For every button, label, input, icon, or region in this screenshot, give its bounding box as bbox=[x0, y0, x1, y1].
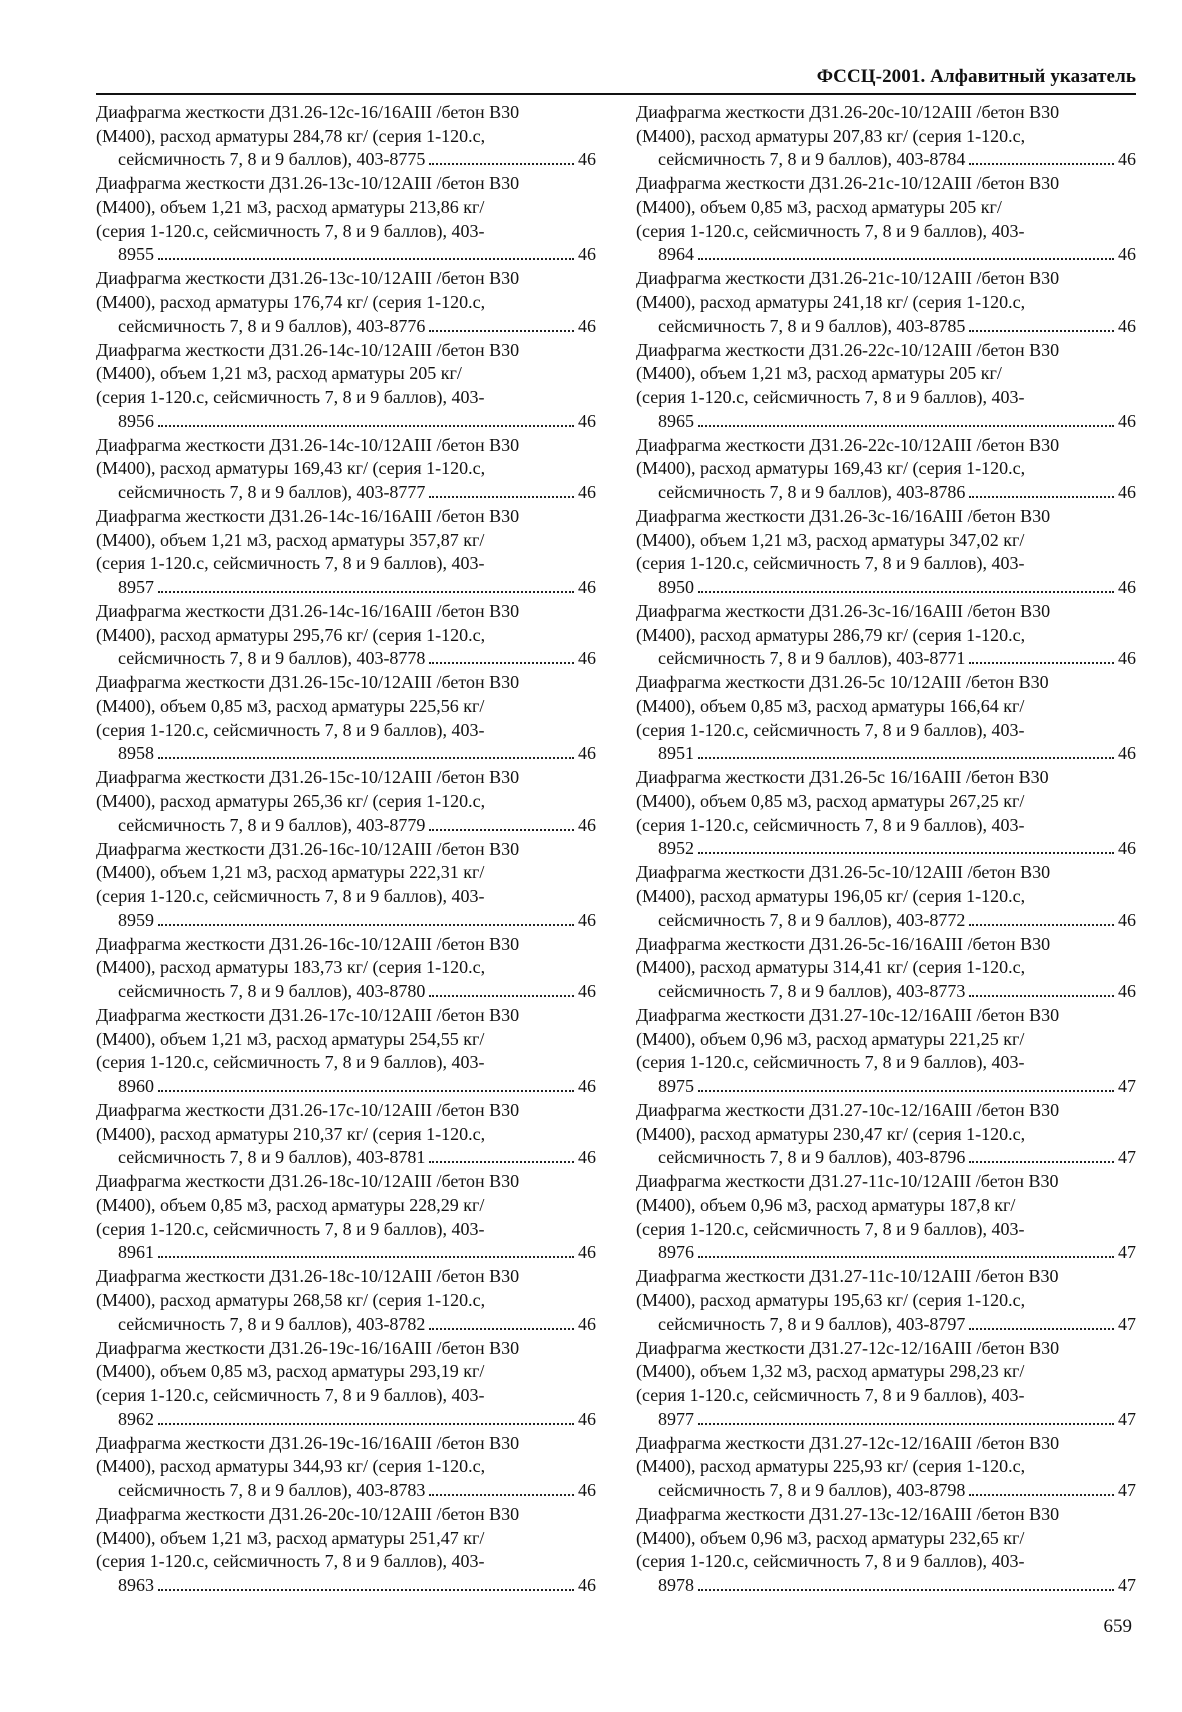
dot-leader bbox=[158, 1423, 574, 1425]
dot-leader bbox=[698, 1090, 1114, 1092]
index-entry bbox=[636, 1432, 1136, 1503]
index-entry-line: (М400), объем 0,96 м3, расход арматуры 232,65 кг/ bbox=[636, 1527, 1025, 1548]
index-entry-line: (М400), объем 0,85 м3, расход арматуры 267,25 кг/ bbox=[636, 790, 1025, 811]
index-entry bbox=[636, 1170, 1136, 1264]
index-entry-page: 46 bbox=[1118, 244, 1136, 265]
index-entry-last-line bbox=[118, 1313, 596, 1337]
index-entry bbox=[96, 101, 596, 172]
index-entry-line: (М400), расход арматуры 265,36 кг/ (серия 1-120.с, bbox=[96, 790, 486, 811]
index-entry bbox=[636, 101, 1136, 172]
index-entry-line: (М400), объем 0,96 м3, расход арматуры 221,25 кг/ bbox=[636, 1028, 1025, 1049]
index-entry-line: (М400), расход арматуры 207,83 кг/ (серия 1-120.с, bbox=[636, 125, 1026, 146]
index-entry bbox=[96, 172, 596, 266]
index-entry-tail: 8976 bbox=[658, 1242, 694, 1263]
index-entry-tail: 8964 bbox=[658, 244, 694, 265]
index-entry-page: 46 bbox=[578, 980, 596, 1001]
index-entry-page: 46 bbox=[1118, 648, 1136, 669]
index-entry-tail: сейсмичность 7, 8 и 9 баллов), 403-8780 bbox=[118, 980, 426, 1001]
index-entry-line: (М400), расход арматуры 241,18 кг/ (серия 1-120.с, bbox=[636, 291, 1026, 312]
index-entry-page: 46 bbox=[1118, 149, 1136, 170]
index-entry-tail: 8950 bbox=[658, 576, 694, 597]
index-entry-line: Диафрагма жесткости Д31.26-20с-10/12АIII /бетон В30 bbox=[96, 1504, 520, 1525]
index-entry-line: Диафрагма жесткости Д31.26-12с-16/16АIII /бетон В30 bbox=[96, 102, 520, 122]
index-entry-last-line bbox=[118, 148, 596, 172]
index-entry-tail: 8957 bbox=[118, 576, 154, 597]
index-entry-last-line bbox=[118, 1574, 596, 1598]
index-entry-line: (М400), расход арматуры 183,73 кг/ (серия 1-120.с, bbox=[96, 957, 486, 978]
index-entry-line: (М400), объем 1,21 м3, расход арматуры 251,47 кг/ bbox=[96, 1527, 485, 1548]
index-entry-line: (серия 1-120.с, сейсмичность 7, 8 и 9 баллов), 403- bbox=[96, 1218, 485, 1239]
index-entry-line: Диафрагма жесткости Д31.26-19с-16/16АIII /бетон В30 bbox=[96, 1337, 520, 1358]
dot-leader bbox=[429, 330, 574, 332]
index-entry-page: 47 bbox=[1118, 1574, 1136, 1595]
index-entry bbox=[636, 600, 1136, 671]
index-entry-last-line bbox=[118, 1479, 596, 1503]
index-entry bbox=[96, 766, 596, 837]
dot-leader bbox=[969, 1494, 1114, 1496]
index-entry-tail: 8959 bbox=[118, 909, 154, 930]
index-entry bbox=[96, 505, 596, 599]
dot-leader bbox=[698, 757, 1114, 759]
index-entry bbox=[96, 1503, 596, 1597]
index-entry-last-line bbox=[658, 148, 1136, 172]
index-entry-line: Диафрагма жесткости Д31.26-15с-10/12АIII /бетон В30 bbox=[96, 767, 520, 788]
index-entry-line: Диафрагма жесткости Д31.27-11с-10/12АIII /бетон В30 bbox=[636, 1171, 1059, 1192]
index-entry-line: Диафрагма жесткости Д31.27-13с-12/16АIII /бетон В30 bbox=[636, 1504, 1060, 1525]
index-entry-line: Диафрагма жесткости Д31.27-12с-12/16АIII /бетон В30 bbox=[636, 1432, 1060, 1453]
index-entry-line: (серия 1-120.с, сейсмичность 7, 8 и 9 баллов), 403- bbox=[636, 1551, 1025, 1572]
index-columns bbox=[96, 101, 1136, 1598]
index-entry-line: (М400), объем 1,21 м3, расход арматуры 222,31 кг/ bbox=[96, 862, 485, 883]
index-entry-line: (М400), расход арматуры 268,58 кг/ (серия 1-120.с, bbox=[96, 1290, 486, 1310]
index-entry-tail: сейсмичность 7, 8 и 9 баллов), 403-8782 bbox=[118, 1313, 426, 1334]
index-entry-line: Диафрагма жесткости Д31.26-17с-10/12АIII /бетон В30 bbox=[96, 1100, 520, 1121]
index-entry-line: Диафрагма жесткости Д31.26-19с-16/16АIII /бетон В30 bbox=[96, 1432, 520, 1453]
dot-leader bbox=[969, 995, 1114, 997]
index-entry-tail: 8961 bbox=[118, 1242, 154, 1263]
index-entry-last-line bbox=[658, 1146, 1136, 1170]
index-entry-line: Диафрагма жесткости Д31.26-3с-16/16АIII /бетон В30 bbox=[636, 601, 1051, 622]
index-entry-line: (М400), расход арматуры 169,43 кг/ (серия 1-120.с, bbox=[636, 458, 1026, 479]
index-entry bbox=[636, 505, 1136, 599]
index-entry-tail: 8977 bbox=[658, 1408, 694, 1429]
index-entry-line: Диафрагма жесткости Д31.26-15с-10/12АIII /бетон В30 bbox=[96, 672, 520, 693]
dot-leader bbox=[969, 924, 1114, 926]
index-entry-line: (серия 1-120.с, сейсмичность 7, 8 и 9 баллов), 403- bbox=[96, 1052, 485, 1073]
index-entry bbox=[96, 339, 596, 433]
index-entry bbox=[636, 1004, 1136, 1098]
index-entry-line: Диафрагма жесткости Д31.26-20с-10/12АIII /бетон В30 bbox=[636, 102, 1060, 122]
index-entry-line: Диафрагма жесткости Д31.26-22с-10/12АIII /бетон В30 bbox=[636, 434, 1060, 455]
index-entry-line: Диафрагма жесткости Д31.26-13с-10/12АIII /бетон В30 bbox=[96, 268, 520, 289]
index-entry-tail: 8952 bbox=[658, 838, 694, 859]
index-entry-line: (М400), расход арматуры 295,76 кг/ (серия 1-120.с, bbox=[96, 624, 486, 645]
dot-leader bbox=[158, 1256, 574, 1258]
index-entry-tail: 8962 bbox=[118, 1408, 154, 1429]
index-entry-line: Диафрагма жесткости Д31.27-10с-12/16АIII /бетон В30 bbox=[636, 1005, 1060, 1026]
index-entry-line: (М400), объем 0,96 м3, расход арматуры 187,8 кг/ bbox=[636, 1195, 1016, 1216]
dot-leader bbox=[698, 1589, 1114, 1591]
index-entry-tail: сейсмичность 7, 8 и 9 баллов), 403-8773 bbox=[658, 980, 966, 1001]
page-number: 659 bbox=[1103, 1616, 1132, 1637]
index-entry-last-line bbox=[658, 647, 1136, 671]
index-entry-page: 46 bbox=[578, 481, 596, 502]
index-entry-line: (серия 1-120.с, сейсмичность 7, 8 и 9 баллов), 403- bbox=[636, 386, 1025, 407]
index-entry-page: 47 bbox=[1118, 1408, 1136, 1429]
index-entry bbox=[636, 671, 1136, 765]
index-column-left bbox=[96, 101, 596, 1598]
index-entry-page: 46 bbox=[1118, 481, 1136, 502]
index-entry-line: (М400), объем 1,21 м3, расход арматуры 254,55 кг/ bbox=[96, 1028, 485, 1049]
index-entry-line: Диафрагма жесткости Д31.26-13с-10/12АIII /бетон В30 bbox=[96, 173, 520, 194]
running-header: ФССЦ-2001. Алфавитный указатель bbox=[816, 66, 1136, 87]
index-entry-line: (М400), расход арматуры 286,79 кг/ (серия 1-120.с, bbox=[636, 624, 1026, 645]
index-entry bbox=[636, 1265, 1136, 1336]
index-entry-line: (М400), расход арматуры 344,93 кг/ (серия 1-120.с, bbox=[96, 1456, 486, 1477]
index-entry-last-line bbox=[118, 647, 596, 671]
index-entry bbox=[96, 1099, 596, 1170]
index-entry bbox=[96, 267, 596, 338]
index-entry-tail: сейсмичность 7, 8 и 9 баллов), 403-8783 bbox=[118, 1479, 426, 1500]
index-entry-page: 47 bbox=[1118, 1075, 1136, 1096]
dot-leader bbox=[969, 662, 1114, 664]
index-entry-line: Диафрагма жесткости Д31.26-5с 10/12АIII /бетон В30 bbox=[636, 672, 1049, 693]
index-entry-page: 46 bbox=[578, 315, 596, 336]
index-entry-tail: сейсмичность 7, 8 и 9 баллов), 403-8781 bbox=[118, 1147, 426, 1168]
index-entry-line: (серия 1-120.с, сейсмичность 7, 8 и 9 баллов), 403- bbox=[636, 220, 1025, 241]
index-entry bbox=[636, 1337, 1136, 1431]
index-entry-line: Диафрагма жесткости Д31.26-3с-16/16АIII /бетон В30 bbox=[636, 506, 1051, 527]
index-entry-line: Диафрагма жесткости Д31.26-18с-10/12АIII /бетон В30 bbox=[96, 1266, 520, 1287]
index-entry-tail: 8958 bbox=[118, 743, 154, 764]
index-entry-line: Диафрагма жесткости Д31.26-14с-16/16АIII /бетон В30 bbox=[96, 601, 520, 622]
index-entry-page: 46 bbox=[578, 410, 596, 431]
index-entry-page: 46 bbox=[578, 1313, 596, 1334]
dot-leader bbox=[698, 591, 1114, 593]
index-entry-line: (М400), расход арматуры 314,41 кг/ (серия 1-120.с, bbox=[636, 957, 1026, 978]
index-entry-page: 46 bbox=[578, 1075, 596, 1096]
index-entry-page: 46 bbox=[578, 1147, 596, 1168]
index-entry-last-line bbox=[118, 315, 596, 339]
index-entry-tail: сейсмичность 7, 8 и 9 баллов), 403-8772 bbox=[658, 909, 966, 930]
index-entry-tail: сейсмичность 7, 8 и 9 баллов), 403-8778 bbox=[118, 648, 426, 669]
index-entry-last-line bbox=[118, 576, 596, 600]
dot-leader bbox=[698, 1256, 1114, 1258]
index-entry-line: (М400), объем 0,85 м3, расход арматуры 205 кг/ bbox=[636, 196, 1002, 217]
index-entry-tail: 8965 bbox=[658, 410, 694, 431]
index-entry-last-line bbox=[658, 481, 1136, 505]
index-entry-last-line bbox=[118, 243, 596, 267]
dot-leader bbox=[429, 1161, 574, 1163]
index-entry-tail: сейсмичность 7, 8 и 9 баллов), 403-8786 bbox=[658, 481, 966, 502]
index-entry-line: Диафрагма жесткости Д31.26-16с-10/12АIII /бетон В30 bbox=[96, 933, 520, 954]
dot-leader bbox=[698, 852, 1114, 854]
index-entry-line: (серия 1-120.с, сейсмичность 7, 8 и 9 баллов), 403- bbox=[96, 386, 485, 407]
dot-leader bbox=[158, 924, 574, 926]
index-entry-line: (серия 1-120.с, сейсмичность 7, 8 и 9 баллов), 403- bbox=[636, 553, 1025, 574]
index-entry-line: (М400), объем 0,85 м3, расход арматуры 228,29 кг/ bbox=[96, 1195, 485, 1216]
index-entry bbox=[636, 1503, 1136, 1597]
index-entry-tail: 8955 bbox=[118, 244, 154, 265]
index-entry-last-line bbox=[658, 909, 1136, 933]
index-entry bbox=[96, 838, 596, 932]
index-entry-line: (серия 1-120.с, сейсмичность 7, 8 и 9 баллов), 403- bbox=[96, 553, 485, 574]
index-entry-line: (М400), объем 0,85 м3, расход арматуры 166,64 кг/ bbox=[636, 696, 1025, 716]
index-entry-line: Диафрагма жесткости Д31.26-21с-10/12АIII /бетон В30 bbox=[636, 173, 1060, 194]
index-entry-tail: сейсмичность 7, 8 и 9 баллов), 403-8785 bbox=[658, 315, 966, 336]
index-entry-line: (М400), объем 0,85 м3, расход арматуры 225,56 кг/ bbox=[96, 696, 485, 716]
index-entry-last-line bbox=[658, 243, 1136, 267]
index-entry-page: 46 bbox=[578, 648, 596, 669]
index-entry bbox=[636, 861, 1136, 932]
index-entry-last-line bbox=[658, 980, 1136, 1004]
index-entry-tail: сейсмичность 7, 8 и 9 баллов), 403-8779 bbox=[118, 814, 426, 835]
index-entry-line: (серия 1-120.с, сейсмичность 7, 8 и 9 баллов), 403- bbox=[96, 885, 485, 906]
index-entry-tail: сейсмичность 7, 8 и 9 баллов), 403-8775 bbox=[118, 149, 426, 170]
index-entry-last-line bbox=[118, 1408, 596, 1432]
index-entry-line: (серия 1-120.с, сейсмичность 7, 8 и 9 баллов), 403- bbox=[636, 1052, 1025, 1073]
index-entry-line: Диафрагма жесткости Д31.27-11с-10/12АIII /бетон В30 bbox=[636, 1266, 1059, 1287]
index-entry-tail: сейсмичность 7, 8 и 9 баллов), 403-8798 bbox=[658, 1479, 966, 1500]
index-entry bbox=[636, 766, 1136, 860]
index-entry-page: 47 bbox=[1118, 1242, 1136, 1263]
index-entry-page: 46 bbox=[1118, 410, 1136, 431]
index-entry-line: Диафрагма жесткости Д31.26-14с-10/12АIII /бетон В30 bbox=[96, 339, 520, 360]
dot-leader bbox=[698, 1423, 1114, 1425]
dot-leader bbox=[969, 163, 1114, 165]
index-entry-last-line bbox=[658, 576, 1136, 600]
index-entry-last-line bbox=[658, 1313, 1136, 1337]
index-entry-page: 47 bbox=[1118, 1313, 1136, 1334]
index-entry-tail: сейсмичность 7, 8 и 9 баллов), 403-8777 bbox=[118, 481, 426, 502]
index-entry-line: (М400), объем 1,21 м3, расход арматуры 213,86 кг/ bbox=[96, 196, 485, 217]
index-entry bbox=[96, 671, 596, 765]
index-entry bbox=[636, 339, 1136, 433]
index-entry-tail: 8951 bbox=[658, 743, 694, 764]
index-entry-page: 46 bbox=[578, 909, 596, 930]
index-entry-line: Диафрагма жесткости Д31.26-5с 16/16АIII /бетон В30 bbox=[636, 767, 1049, 788]
index-entry-page: 46 bbox=[578, 149, 596, 170]
index-entry-line: Диафрагма жесткости Д31.26-16с-10/12АIII /бетон В30 bbox=[96, 838, 520, 859]
index-entry-line: Диафрагма жесткости Д31.26-5с-16/16АIII /бетон В30 bbox=[636, 933, 1051, 954]
index-entry bbox=[96, 1170, 596, 1264]
index-entry-line: (М400), объем 1,32 м3, расход арматуры 298,23 кг/ bbox=[636, 1361, 1025, 1382]
index-entry-tail: сейсмичность 7, 8 и 9 баллов), 403-8776 bbox=[118, 315, 426, 336]
index-entry-line: (М400), объем 1,21 м3, расход арматуры 357,87 кг/ bbox=[96, 529, 485, 550]
index-entry-tail: 8975 bbox=[658, 1075, 694, 1096]
dot-leader bbox=[429, 163, 574, 165]
index-entry-last-line bbox=[658, 410, 1136, 434]
dot-leader bbox=[698, 425, 1114, 427]
index-entry-line: (серия 1-120.с, сейсмичность 7, 8 и 9 баллов), 403- bbox=[96, 1551, 485, 1572]
index-entry-page: 46 bbox=[1118, 576, 1136, 597]
index-entry-page: 46 bbox=[578, 1574, 596, 1595]
index-entry-line: Диафрагма жесткости Д31.26-14с-10/12АIII /бетон В30 bbox=[96, 434, 520, 455]
index-entry-last-line bbox=[118, 742, 596, 766]
index-entry-line: Диафрагма жесткости Д31.26-21с-10/12АIII /бетон В30 bbox=[636, 268, 1060, 289]
index-entry-line: (серия 1-120.с, сейсмичность 7, 8 и 9 баллов), 403- bbox=[636, 719, 1025, 740]
index-entry-tail: сейсмичность 7, 8 и 9 баллов), 403-8784 bbox=[658, 149, 966, 170]
index-entry-tail: 8956 bbox=[118, 410, 154, 431]
index-entry-line: (М400), расход арматуры 176,74 кг/ (серия 1-120.с, bbox=[96, 291, 486, 312]
index-entry bbox=[96, 600, 596, 671]
index-entry-page: 46 bbox=[578, 814, 596, 835]
index-entry-tail: 8978 bbox=[658, 1574, 694, 1595]
dot-leader bbox=[158, 258, 574, 260]
dot-leader bbox=[158, 1090, 574, 1092]
index-entry-line: (серия 1-120.с, сейсмичность 7, 8 и 9 баллов), 403- bbox=[636, 814, 1025, 835]
index-entry-tail: сейсмичность 7, 8 и 9 баллов), 403-8796 bbox=[658, 1147, 966, 1168]
index-entry-last-line bbox=[658, 315, 1136, 339]
index-entry-line: Диафрагма жесткости Д31.26-17с-10/12АIII /бетон В30 bbox=[96, 1005, 520, 1026]
dot-leader bbox=[969, 1161, 1114, 1163]
index-entry-last-line bbox=[118, 980, 596, 1004]
index-entry-last-line bbox=[118, 410, 596, 434]
dot-leader bbox=[158, 425, 574, 427]
index-entry bbox=[96, 1004, 596, 1098]
index-entry-page: 46 bbox=[578, 244, 596, 265]
index-entry-last-line bbox=[118, 1146, 596, 1170]
index-entry-line: Диафрагма жесткости Д31.26-22с-10/12АIII /бетон В30 bbox=[636, 339, 1060, 360]
index-entry bbox=[636, 1099, 1136, 1170]
index-entry-line: Диафрагма жесткости Д31.26-5с-10/12АIII /бетон В30 bbox=[636, 862, 1051, 883]
index-entry bbox=[96, 1265, 596, 1336]
index-entry-line: (М400), объем 0,85 м3, расход арматуры 293,19 кг/ bbox=[96, 1361, 485, 1382]
index-entry-line: (М400), расход арматуры 225,93 кг/ (серия 1-120.с, bbox=[636, 1456, 1026, 1477]
index-entry-page: 46 bbox=[578, 1479, 596, 1500]
index-entry-page: 46 bbox=[578, 743, 596, 764]
index-entry-last-line bbox=[658, 1408, 1136, 1432]
dot-leader bbox=[429, 662, 574, 664]
index-entry-last-line bbox=[658, 742, 1136, 766]
index-entry bbox=[96, 434, 596, 505]
index-entry-line: (М400), расход арматуры 210,37 кг/ (серия 1-120.с, bbox=[96, 1123, 486, 1144]
index-entry bbox=[96, 1337, 596, 1431]
index-entry-line: Диафрагма жесткости Д31.26-14с-16/16АIII /бетон В30 bbox=[96, 506, 520, 527]
index-entry-last-line bbox=[658, 1075, 1136, 1099]
dot-leader bbox=[158, 591, 574, 593]
dot-leader bbox=[429, 829, 574, 831]
index-entry-page: 47 bbox=[1118, 1479, 1136, 1500]
index-entry-tail: 8963 bbox=[118, 1574, 154, 1595]
index-entry-page: 46 bbox=[1118, 909, 1136, 930]
index-entry-line: (М400), расход арматуры 195,63 кг/ (серия 1-120.с, bbox=[636, 1290, 1026, 1310]
index-entry-last-line bbox=[658, 837, 1136, 861]
index-entry-line: (М400), расход арматуры 169,43 кг/ (серия 1-120.с, bbox=[96, 458, 486, 479]
index-entry-line: (М400), расход арматуры 230,47 кг/ (серия 1-120.с, bbox=[636, 1123, 1026, 1144]
index-entry-line: (М400), расход арматуры 196,05 кг/ (серия 1-120.с, bbox=[636, 885, 1026, 906]
index-entry-last-line bbox=[118, 481, 596, 505]
index-entry-tail: сейсмичность 7, 8 и 9 баллов), 403-8771 bbox=[658, 648, 966, 669]
index-entry-line: (серия 1-120.с, сейсмичность 7, 8 и 9 баллов), 403- bbox=[96, 1384, 485, 1405]
dot-leader bbox=[698, 258, 1114, 260]
index-entry-line: (серия 1-120.с, сейсмичность 7, 8 и 9 баллов), 403- bbox=[96, 719, 485, 740]
index-entry-line: Диафрагма жесткости Д31.27-12с-12/16АIII /бетон В30 bbox=[636, 1337, 1060, 1358]
dot-leader bbox=[969, 1328, 1114, 1330]
index-entry-line: (М400), расход арматуры 284,78 кг/ (серия 1-120.с, bbox=[96, 125, 486, 146]
index-entry bbox=[636, 933, 1136, 1004]
index-entry-page: 46 bbox=[1118, 980, 1136, 1001]
index-entry-last-line bbox=[658, 1479, 1136, 1503]
index-column-right bbox=[636, 101, 1136, 1598]
index-entry-page: 46 bbox=[1118, 315, 1136, 336]
dot-leader bbox=[969, 330, 1114, 332]
index-entry-tail: сейсмичность 7, 8 и 9 баллов), 403-8797 bbox=[658, 1313, 966, 1334]
index-entry-page: 46 bbox=[1118, 838, 1136, 859]
index-entry-line: Диафрагма жесткости Д31.26-18с-10/12АIII /бетон В30 bbox=[96, 1171, 520, 1192]
index-entry-last-line bbox=[118, 909, 596, 933]
index-entry-last-line bbox=[118, 814, 596, 838]
dot-leader bbox=[429, 995, 574, 997]
index-entry-tail: 8960 bbox=[118, 1075, 154, 1096]
index-entry-page: 47 bbox=[1118, 1147, 1136, 1168]
index-entry-line: (серия 1-120.с, сейсмичность 7, 8 и 9 баллов), 403- bbox=[636, 1218, 1025, 1239]
index-entry-last-line bbox=[658, 1241, 1136, 1265]
header-rule bbox=[96, 93, 1136, 95]
index-entry-last-line bbox=[658, 1574, 1136, 1598]
index-entry bbox=[636, 172, 1136, 266]
index-entry-last-line bbox=[118, 1075, 596, 1099]
index-entry-line: (М400), объем 1,21 м3, расход арматуры 347,02 кг/ bbox=[636, 529, 1025, 550]
dot-leader bbox=[429, 1328, 574, 1330]
index-entry-page: 46 bbox=[578, 576, 596, 597]
dot-leader bbox=[969, 496, 1114, 498]
index-entry bbox=[96, 933, 596, 1004]
dot-leader bbox=[158, 757, 574, 759]
index-entry bbox=[636, 434, 1136, 505]
index-entry-page: 46 bbox=[1118, 743, 1136, 764]
index-entry bbox=[96, 1432, 596, 1503]
index-entry-line: Диафрагма жесткости Д31.27-10с-12/16АIII /бетон В30 bbox=[636, 1100, 1060, 1121]
index-entry-line: (серия 1-120.с, сейсмичность 7, 8 и 9 баллов), 403- bbox=[96, 220, 485, 241]
index-entry-page: 46 bbox=[578, 1408, 596, 1429]
dot-leader bbox=[429, 496, 574, 498]
index-entry-line: (М400), объем 1,21 м3, расход арматуры 205 кг/ bbox=[636, 363, 1002, 384]
index-entry-page: 46 bbox=[578, 1242, 596, 1263]
index-entry-line: (серия 1-120.с, сейсмичность 7, 8 и 9 баллов), 403- bbox=[636, 1384, 1025, 1405]
index-entry bbox=[636, 267, 1136, 338]
dot-leader bbox=[158, 1589, 574, 1591]
index-entry-line: (М400), объем 1,21 м3, расход арматуры 205 кг/ bbox=[96, 363, 462, 384]
dot-leader bbox=[429, 1494, 574, 1496]
index-entry-last-line bbox=[118, 1241, 596, 1265]
